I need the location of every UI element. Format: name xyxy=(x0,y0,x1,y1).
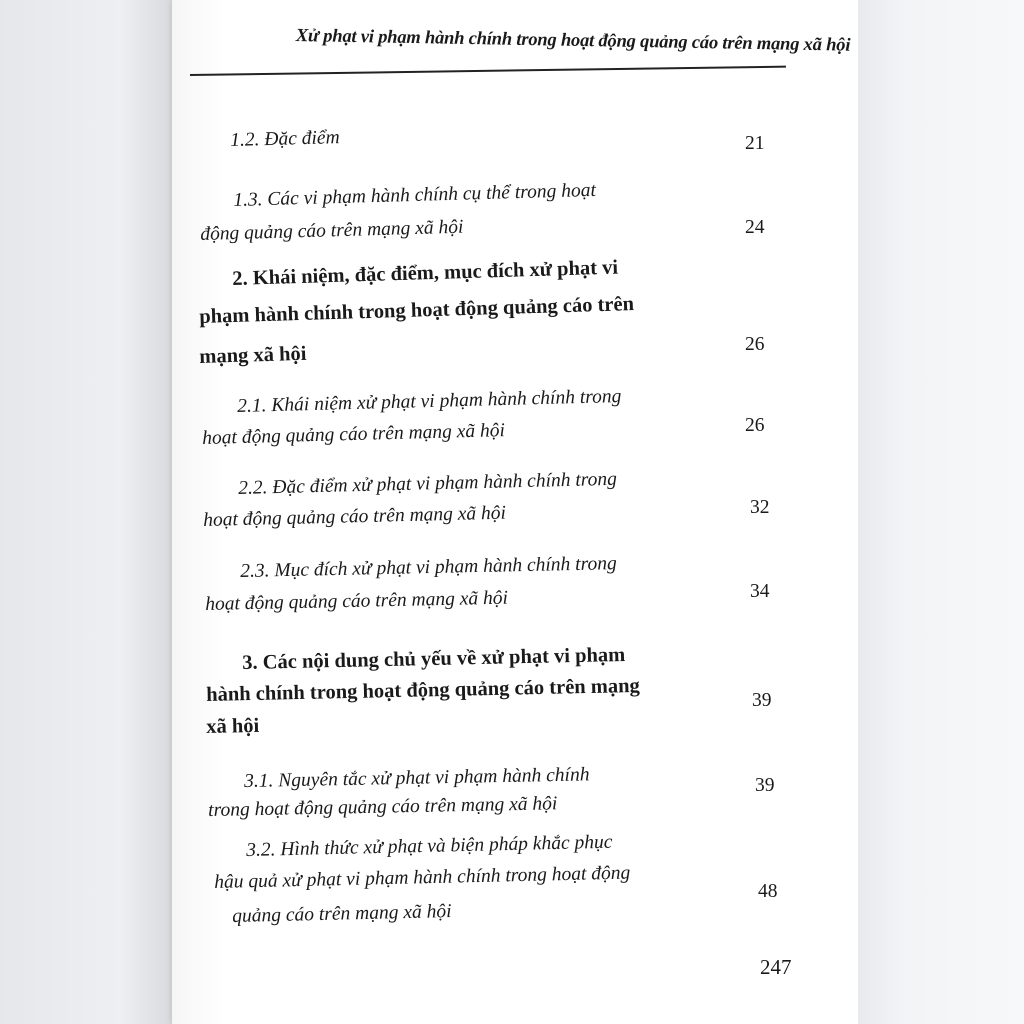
toc-entry-3-line-2: hành chính trong hoạt động quảng cáo trên mạng xyxy=(206,674,641,706)
toc-entry-2-1-line-2: hoạt động quảng cáo trên mạng xã hội xyxy=(202,420,506,449)
toc-entry-3-1-line-1: 3.1. Nguyên tắc xử phạt vi phạm hành chính xyxy=(244,764,590,792)
toc-entry-1-3-page: 24 xyxy=(745,217,765,238)
toc-entry-2-3-page: 34 xyxy=(750,581,770,602)
page-edge-right xyxy=(858,0,1024,1024)
toc-entry-2-1-line-1: 2.1. Khái niệm xử phạt vi phạm hành chính trong xyxy=(237,385,622,417)
toc-entry-1-2-line-1: 1.2. Đặc điểm xyxy=(230,127,340,151)
toc-entry-3-line-3: xã hội xyxy=(206,714,260,738)
toc-entry-1-2-page: 21 xyxy=(745,133,765,154)
toc-entry-2-page: 26 xyxy=(745,334,765,355)
toc-entry-1-3-line-2: động quảng cáo trên mạng xã hội xyxy=(200,216,464,245)
toc-entry-3-2-page: 48 xyxy=(758,881,778,902)
toc-entry-3-2-line-2: hậu quả xử phạt vi phạm hành chính trong hoạt động xyxy=(214,862,631,893)
toc-entry-2-2-line-1: 2.2. Đặc điểm xử phạt vi phạm hành chính trong xyxy=(238,468,618,499)
toc-entry-2-line-2: phạm hành chính trong hoạt động quảng cáo trên xyxy=(199,293,635,328)
toc-entry-1-3-line-1: 1.3. Các vi phạm hành chính cụ thể trong hoạt xyxy=(233,179,597,211)
toc-entry-3-2-line-3: quảng cáo trên mạng xã hội xyxy=(232,901,452,927)
running-header: Xử phạt vi phạm hành chính trong hoạt động quảng cáo trên mạng xã hội xyxy=(295,26,851,56)
toc-entry-3-line-1: 3. Các nội dung chủ yếu về xử phạt vi phạm xyxy=(242,643,626,674)
toc-entry-2-2-line-2: hoạt động quảng cáo trên mạng xã hội xyxy=(203,502,507,531)
toc-entry-2-3-line-1: 2.3. Mục đích xử phạt vi phạm hành chính trong xyxy=(240,553,617,582)
toc-entry-3-2-line-1: 3.2. Hình thức xử phạt và biện pháp khắc phục xyxy=(246,831,613,861)
toc-entry-2-1-page: 26 xyxy=(745,415,765,436)
toc-entry-2-line-3: mạng xã hội xyxy=(199,342,307,368)
page-number: 247 xyxy=(760,955,792,979)
toc-entry-2-3-line-2: hoạt động quảng cáo trên mạng xã hội xyxy=(205,587,509,615)
toc-entry-2-line-1: 2. Khái niệm, đặc điểm, mục đích xử phạt vi xyxy=(232,256,619,290)
toc-entry-2-2-page: 32 xyxy=(750,497,770,518)
toc-entry-3-1-line-2: trong hoạt động quảng cáo trên mạng xã hội xyxy=(208,793,558,821)
toc-entry-3-page: 39 xyxy=(752,690,772,711)
toc-entry-3-1-page: 39 xyxy=(755,775,775,796)
page-edge-left xyxy=(0,0,172,1024)
